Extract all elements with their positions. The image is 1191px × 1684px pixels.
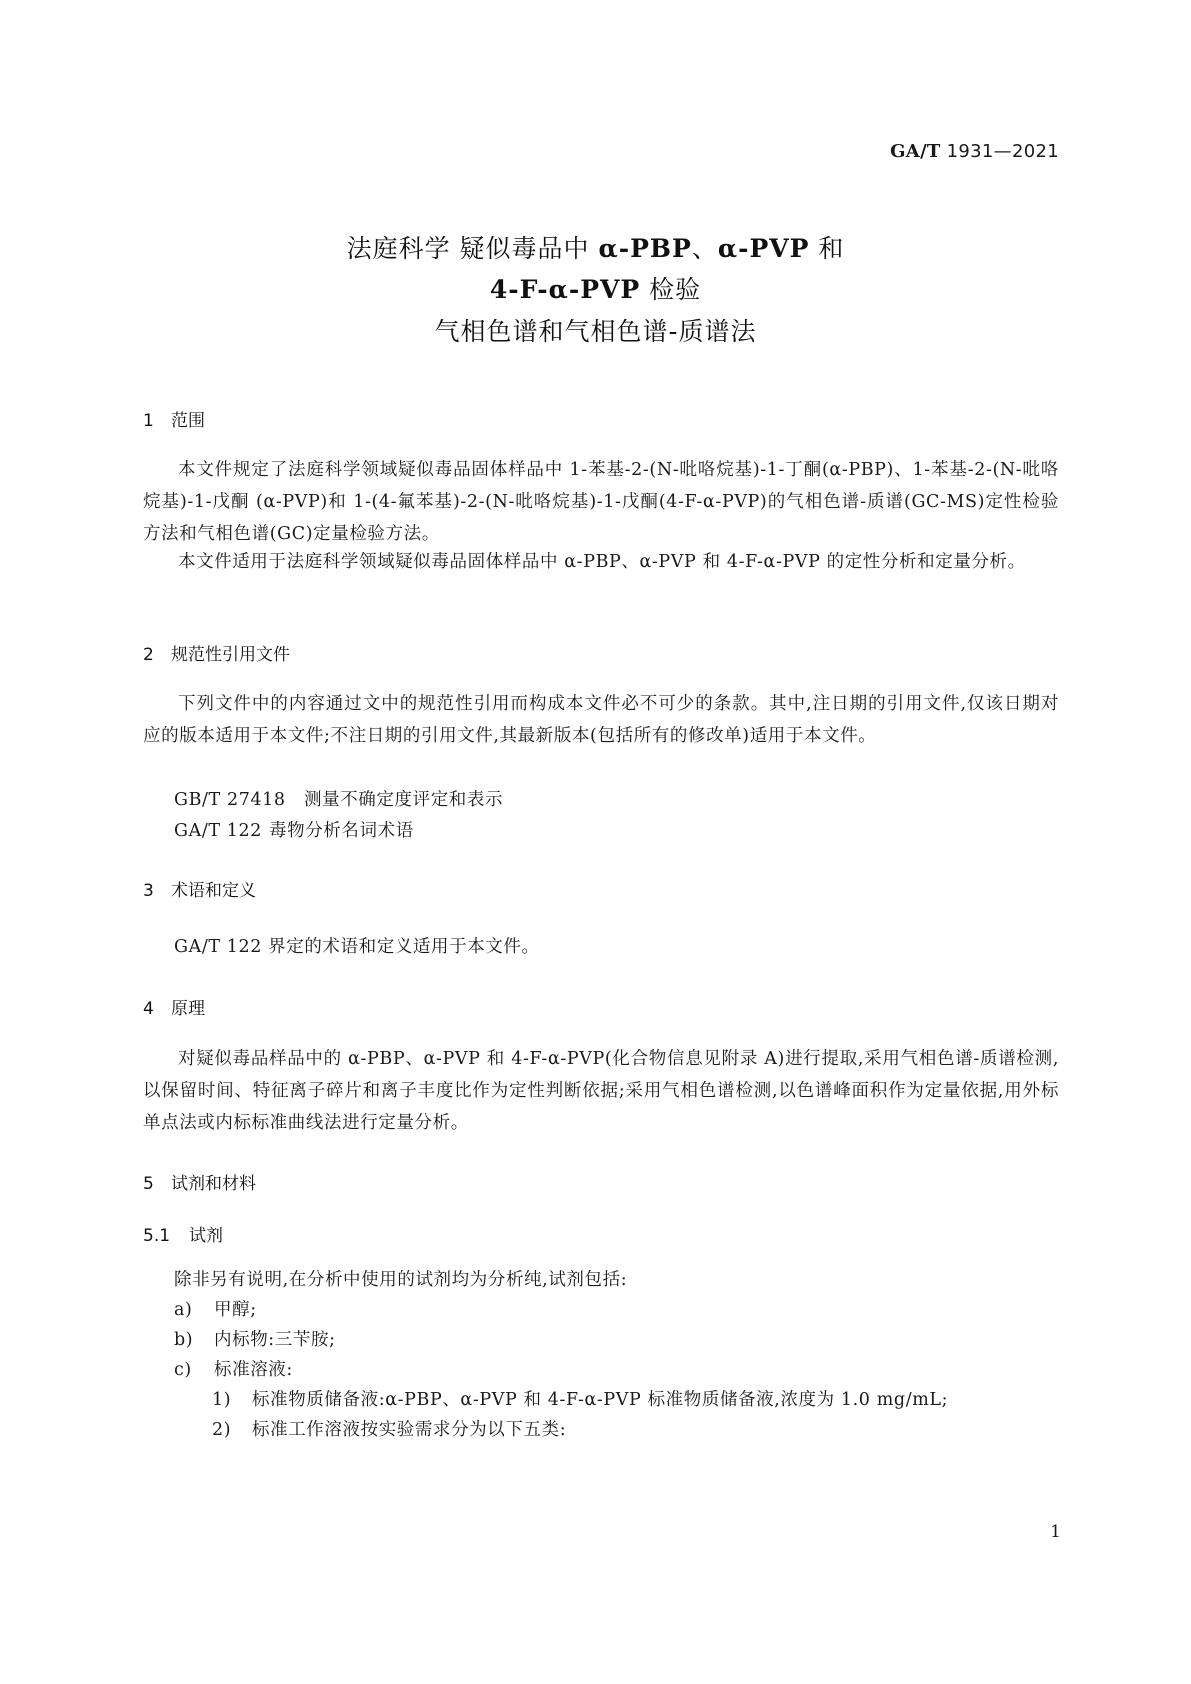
section-1-heading: 1 范围 <box>143 411 205 431</box>
document-title-line-3: 气相色谱和气相色谱-质谱法 <box>434 317 757 346</box>
normative-reference: GA/T 122 毒物分析名词术语 <box>174 821 414 841</box>
document-title-line-1: 法庭科学 疑似毒品中 α-PBP、α-PVP 和 <box>346 234 845 263</box>
section-4-paragraph-1: 对疑似毒品样品中的 α-PBP、α-PVP 和 4-F-α-PVP(化合物信息见附录 A)进行提取,采用气相色谱-质谱检测,以保留时间、特征离子碎片和离子丰度比作为定性判断依据;采用气相色谱检测,以色谱峰面积作为定量依据,用外标单点法或内标标准曲线法进行定量分析。 <box>143 1049 1059 1133</box>
section-5-1-heading: 5.1 试剂 <box>143 1226 223 1246</box>
list-item: c) 标准溶液: <box>174 1360 293 1380</box>
section-2-heading: 2 规范性引用文件 <box>143 645 290 665</box>
section-5-heading: 5 试剂和材料 <box>143 1174 256 1194</box>
section-1-paragraph-2: 本文件适用于法庭科学领域疑似毒品固体样品中 α-PBP、α-PVP 和 4-F-α-PVP 的定性分析和定量分析。 <box>178 552 1026 572</box>
section-5-1-intro: 除非另有说明,在分析中使用的试剂均为分析纯,试剂包括: <box>174 1270 628 1290</box>
sub-list-item: 1) 标准物质储备液:α-PBP、α-PVP 和 4-F-α-PVP 标准物质储备液,浓度为 1.0 mg/mL; <box>212 1390 949 1410</box>
section-3-heading: 3 术语和定义 <box>143 881 256 901</box>
section-1-paragraph-1: 本文件规定了法庭科学领域疑似毒品固体样品中 1-苯基-2-(N-吡咯烷基)-1-丁酮(α-PBP)、1-苯基-2-(N-吡咯烷基)-1-戊酮 (α-PVP)和 1-(4-氟苯基)-2-(N-吡咯烷基)-1-戊酮(4-F-α-PVP)的气相色谱-质谱(GC-MS)定性检验方法和气相色谱(GC)定量检验方法。 <box>143 460 1059 544</box>
list-item: b) 内标物:三苄胺; <box>174 1330 336 1350</box>
section-2-paragraph-1: 下列文件中的内容通过文中的规范性引用而构成本文件必不可少的条款。其中,注日期的引用文件,仅该日期对应的版本适用于本文件;不注日期的引用文件,其最新版本(包括所有的修改单)适用于本文件。 <box>143 694 1059 746</box>
list-item: a) 甲醇; <box>174 1300 257 1320</box>
page-number: 1 <box>1050 1522 1061 1542</box>
normative-reference: GB/T 27418 测量不确定度评定和表示 <box>174 790 504 810</box>
section-4-heading: 4 原理 <box>143 999 205 1019</box>
standard-number: GA/T 1931—2021 <box>890 141 1059 162</box>
section-3-paragraph-1: GA/T 122 界定的术语和定义适用于本文件。 <box>174 937 540 957</box>
sub-list-item: 2) 标准工作溶液按实验需求分为以下五类: <box>212 1420 567 1440</box>
document-title-line-2: 4-F-α-PVP 检验 <box>489 275 702 304</box>
